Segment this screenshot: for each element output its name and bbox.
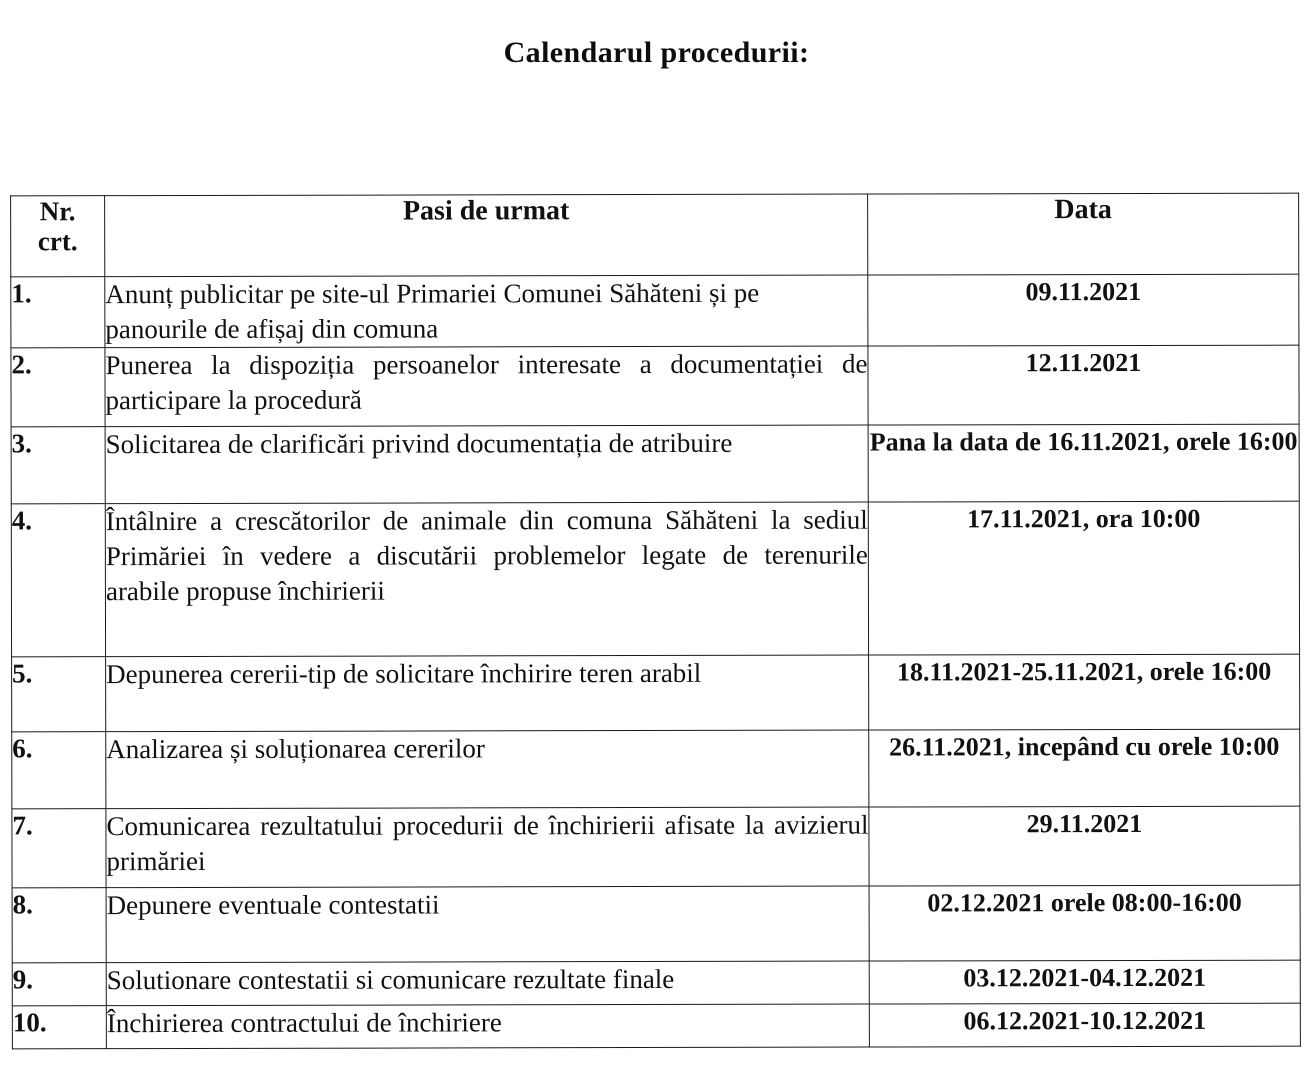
table-row	[11, 424, 1299, 504]
row-number: 3.	[11, 427, 105, 504]
table-row	[11, 501, 1299, 657]
row-date-text: 29.11.2021	[869, 806, 1300, 886]
column-header-nr-crt	[11, 196, 105, 277]
table-row	[11, 345, 1299, 427]
row-step-text: Solutionare contestatii si comunicare rezultate finale	[106, 961, 869, 1006]
row-number: 9.	[12, 963, 106, 1006]
row-number: 8.	[12, 888, 106, 963]
row-number: 10.	[12, 1006, 106, 1049]
row-step-text: Anunț publicitar pe site-ul Primariei Comunei Săhăteni și pe panourile de afișaj din comuna	[105, 275, 868, 348]
table-row	[12, 1003, 1300, 1049]
row-step-text: Punerea la dispoziția persoanelor interesate a documentației de participare la procedură	[105, 346, 868, 427]
row-step-text: Comunicarea rezultatului procedurii de închirierii afisate la avizierul primăriei	[106, 807, 869, 888]
table-row	[12, 885, 1300, 963]
column-header-date: Data	[868, 193, 1299, 275]
row-number: 2.	[11, 348, 105, 427]
row-step-text: Închirierea contractului de închiriere	[106, 1004, 869, 1049]
table-row	[12, 729, 1300, 809]
row-number: 5.	[12, 657, 106, 732]
row-step-text: Analizarea și soluționarea cererilor	[106, 730, 869, 809]
table-row	[12, 960, 1300, 1006]
row-number: 4.	[11, 504, 105, 657]
row-date-text: 17.11.2021, ora 10:00	[868, 501, 1299, 655]
row-date-text: 03.12.2021-04.12.2021	[869, 960, 1300, 1004]
page-title: Calendarul procedurii:	[503, 36, 810, 69]
row-date-text: 26.11.2021, incepând cu orele 10:00	[869, 729, 1300, 807]
row-date-text: 18.11.2021-25.11.2021, orele 16:00	[869, 654, 1300, 730]
table-row	[12, 654, 1300, 732]
row-date-text: Pana la data de 16.11.2021, orele 16:00	[868, 424, 1299, 502]
row-step-text: Întâlnire a crescătorilor de animale din comuna Săhăteni la sediul Primăriei în vedere a discutării problemelor legate de terenurile arabile propuse închirierii	[105, 502, 868, 657]
row-number: 6.	[12, 732, 106, 809]
column-header-steps: Pasi de urmat	[105, 194, 868, 277]
row-step-text: Depunerea cererii-tip de solicitare închirire teren arabil	[106, 655, 869, 732]
row-date-text: 12.11.2021	[868, 345, 1299, 425]
row-date-text: 06.12.2021-10.12.2021	[869, 1003, 1300, 1047]
column-header-nr-crt-line2: crt.	[37, 226, 78, 257]
table-row	[12, 806, 1300, 888]
column-header-nr-crt-line1: Nr.	[39, 196, 76, 227]
row-date-text: 02.12.2021 orele 08:00-16:00	[869, 885, 1300, 961]
row-number: 7.	[12, 809, 106, 888]
row-step-text: Solicitarea de clarificări privind documentația de atribuire	[105, 425, 868, 504]
row-date-text: 09.11.2021	[868, 274, 1299, 346]
procedure-calendar-table	[10, 193, 1301, 1050]
row-step-text: Depunere eventuale contestatii	[106, 886, 869, 963]
row-number: 1.	[11, 277, 105, 348]
table-header-row	[11, 193, 1299, 277]
table-row	[11, 274, 1299, 348]
